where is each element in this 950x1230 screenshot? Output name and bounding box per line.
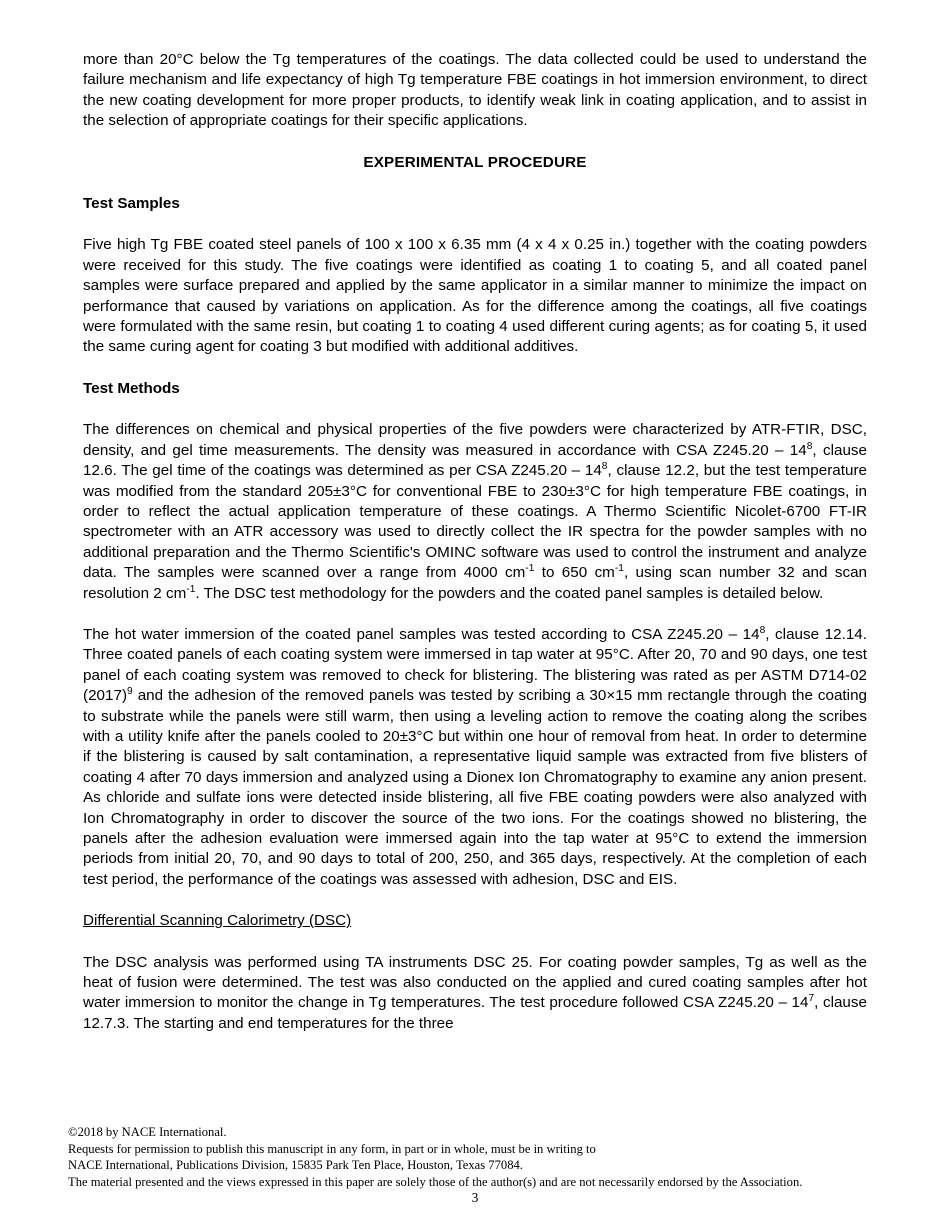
- footer-permission-line-1: Requests for permission to publish this manuscript in any form, in part or in whole, must be in writing to: [68, 1141, 596, 1156]
- tm-p1-text-3: , clause 12.2, but the test temperature was modified from the standard 205±3°C for conventional FBE to 230±3°C for high temperature FBE coatings, in order to reflect the actual application temperature of these coatings. A Thermo Scientific Nicolet-6700 FT-IR spectrometer with an ATR accessory was used to directly collect the IR spectra for the powder samples with no additional preparation and the Thermo Scientific's OMINC software was used to control the instrument and analyze data. The samples were scanned over a range from 4000 cm: [83, 462, 868, 582]
- test-methods-paragraph-2: [83, 625, 867, 890]
- page-number: 3: [471, 1190, 479, 1205]
- spacer: [83, 932, 867, 953]
- tm-p1-text-5: , using scan number 32 and scan resolution 2 cm: [83, 564, 868, 602]
- tm-p2-text-3: and the adhesion of the removed panels was tested by scribing a 30×15 mm rectangle through the coating to substrate while the panels were still warm, then using a leveling action to remove the coating along the scribes with a utility knife after the panels cooled to 20±3°C but within one hour of removal from heat. In order to determine if the blistering is caused by salt contamination, a representative liquid sample was extracted from five blisters of coating 4 after 70 days immersion and analyzed using a Dionex Ion Chromatography to examine any anion present. As chloride and sulfate ions were detected inside blistering, all five FBE coating powders were also analyzed with Ion Chromatography in order to discover the source of the two ions. For the coatings showed no blistering, the panels after the adhesion evaluation were immersed again into the tap water at 95°C to extend the immersion periods from initial 20, 70, and 90 days to total of 200, 250, and 365 days, respectively. At the completion of each test period, the performance of the coatings was assessed with adhesion, DSC and EIS.: [83, 687, 867, 888]
- subheading-test-methods: Test Methods: [83, 379, 180, 397]
- dsc-paragraph: [83, 953, 867, 1035]
- spacer: [83, 399, 867, 420]
- tm-p1-text-1: The differences on chemical and physical properties of the five powders were characterized by ATR-FTIR, DSC, density, and gel time measurements. The density was measured in accordance with CSA Z245.20 – 14: [83, 421, 867, 459]
- test-samples-paragraph: Five high Tg FBE coated steel panels of 100 x 100 x 6.35 mm (4 x 4 x 0.25 in.) together with the coating powders were received for this study. The five coatings were identified as coating 1 to coating 5, and all coated panel samples were surface prepared and applied by the same applicator in a similar manner to minimize the impact on performance that caused by variations on application. As for the difference among the coatings, all five coatings were formulated with the same resin, but coating 1 to coating 4 used different curing agents; as for coating 5, it used the same curing agent for coating 3 but modified with additional additives.: [83, 236, 867, 356]
- test-methods-paragraph-1: [83, 420, 867, 604]
- dsc-text-2: , clause 12.7.3. The starting and end temperatures for the three: [83, 994, 867, 1032]
- tm-p1-text-4: to 650 cm: [534, 564, 615, 582]
- footnote-marker-8b: 8: [601, 461, 608, 473]
- superscript-inverse-cm-1: -1: [525, 563, 535, 575]
- continued-paragraph: more than 20°C below the Tg temperatures of the coatings. The data collected could be used to understand the failure mechanism and life expectancy of high Tg temperature FBE coatings in hot immersion environment, to direct the new coating development for more proper products, to identify weak link in coating application, and to assist in the selection of appropriate coatings for their specific applications.: [83, 51, 867, 130]
- subheading-differential-scanning-calorimetry: Differential Scanning Calorimetry (DSC): [83, 912, 352, 930]
- page-footer: [68, 1124, 882, 1190]
- footnote-marker-9: 9: [127, 686, 133, 698]
- spacer: [83, 214, 867, 235]
- tm-p1-text-2: , clause 12.6. The gel time of the coatings was determined as per CSA Z245.20 – 14: [83, 441, 867, 480]
- footer-disclaimer: The material presented and the views expressed in this paper are solely those of the author(s) and are not necessarily endorsed by the Association.: [68, 1174, 803, 1189]
- spacer: [83, 173, 867, 194]
- dsc-text-1: The DSC analysis was performed using TA instruments DSC 25. For coating powder samples, Tg as well as the heat of fusion were determined. The test was also conducted on the applied and cured coating samples after hot water immersion to monitor the change in Tg temperatures. The test procedure followed CSA Z245.20 – 14: [83, 953, 867, 1012]
- subheading-test-samples: Test Samples: [83, 195, 180, 213]
- footnote-marker-7: 7: [808, 993, 815, 1005]
- tm-p2-text-2: , clause 12.14. Three coated panels of each coating system were immersed in tap water at 95°C. After 20, 70 and 90 days, one test panel of each coating system was removed to check for blistering. The blistering was rated as per ASTM D714-02 (2017): [83, 625, 867, 705]
- tm-p1-text-6: . The DSC test methodology for the powders and the coated panel samples is detailed below.: [195, 584, 824, 602]
- tm-p2-text-1: The hot water immersion of the coated panel samples was tested according to CSA Z245.20 – 14: [83, 625, 760, 643]
- superscript-inverse-cm-3: -1: [186, 583, 196, 595]
- footer-address-line: NACE International, Publications Division, 15835 Park Ten Place, Houston, Texas 77084.: [68, 1158, 523, 1173]
- footnote-marker-8c: 8: [759, 624, 766, 636]
- footnote-marker-8a: 8: [806, 440, 813, 452]
- section-heading-experimental-procedure: EXPERIMENTAL PROCEDURE: [363, 153, 587, 171]
- spacer: [83, 358, 867, 379]
- spacer: [83, 132, 867, 153]
- spacer: [83, 604, 867, 625]
- footer-copyright: ©2018 by NACE International.: [68, 1125, 227, 1139]
- spacer: [83, 890, 867, 911]
- superscript-inverse-cm-2: -1: [614, 563, 624, 575]
